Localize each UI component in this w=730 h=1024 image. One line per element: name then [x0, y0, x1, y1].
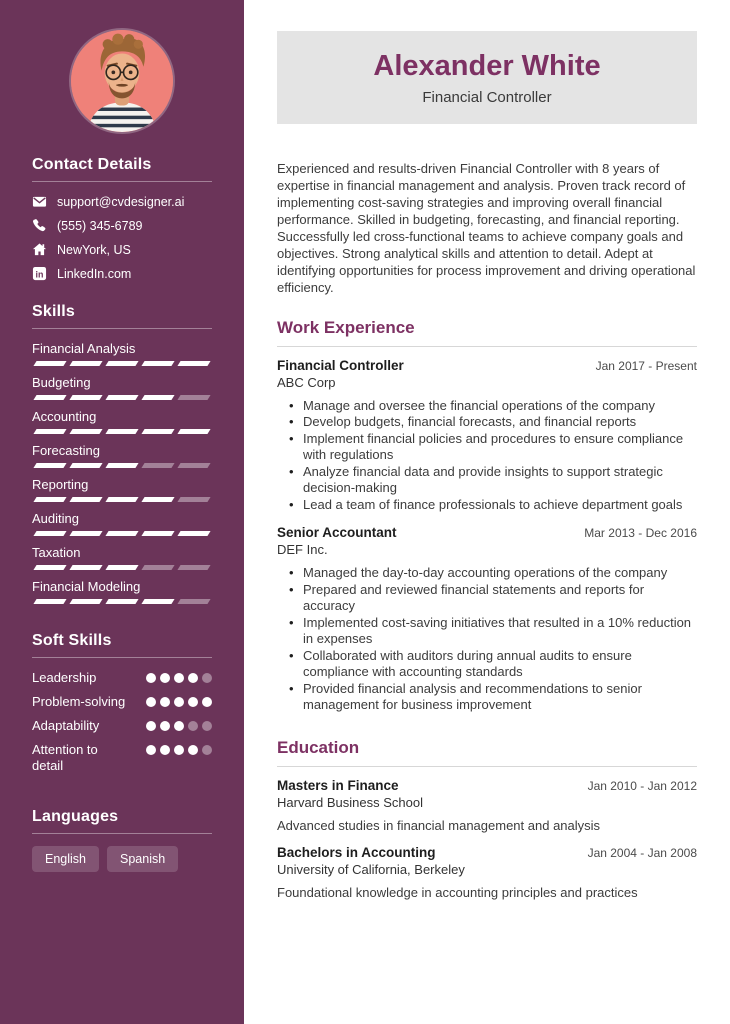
education-description: Foundational knowledge in accounting principles and practices	[277, 884, 638, 900]
soft-skill-item	[32, 718, 212, 734]
skill-level-segment	[105, 361, 138, 366]
skill-level-segment	[33, 497, 66, 502]
rating-dot	[160, 721, 170, 731]
job-bullet: • Manage and oversee the financial operations of the company	[289, 398, 697, 415]
skills-list	[32, 341, 212, 604]
rating-dot	[160, 745, 170, 755]
rating-dot	[174, 673, 184, 683]
job-bullet: • Managed the day-to-day accounting operations of the company	[289, 565, 697, 582]
rating-dot	[174, 697, 184, 707]
skill-level-segment	[177, 565, 210, 570]
skill-level-bar	[32, 531, 212, 536]
skill-level-segment	[177, 361, 210, 366]
name-header	[277, 31, 697, 124]
skill-level-bar	[32, 429, 212, 434]
rating-dot	[188, 721, 198, 731]
education-entry	[277, 845, 697, 900]
skill-level-segment	[69, 497, 102, 502]
work-experience-title: Work Experience	[277, 317, 415, 337]
job-entry-head	[277, 358, 697, 373]
skill-level-segment	[69, 429, 102, 434]
soft-skill-name: Attention to detail	[32, 742, 98, 773]
skill-level-segment	[69, 395, 102, 400]
contact-list	[32, 194, 212, 281]
candidate-name: Alexander White	[373, 50, 601, 82]
work-experience-section	[277, 318, 697, 714]
skill-item	[32, 341, 212, 366]
skill-level-segment	[33, 599, 66, 604]
skill-item	[32, 409, 212, 434]
rating-dot	[202, 745, 212, 755]
skill-level-segment	[141, 395, 174, 400]
soft-skills-title: Soft Skills	[32, 632, 112, 649]
skill-level-segment	[69, 463, 102, 468]
rating-dot	[188, 745, 198, 755]
education-title: Education	[277, 737, 360, 757]
contact-item	[32, 266, 212, 281]
skills-section	[32, 303, 212, 604]
job-entry	[277, 358, 697, 514]
rating-dot	[174, 745, 184, 755]
skill-level-segment	[141, 463, 174, 468]
phone-icon	[32, 218, 47, 233]
job-title: Financial Controller	[277, 357, 404, 373]
soft-skills-section	[32, 632, 212, 774]
soft-skill-item	[32, 742, 212, 774]
skill-level-segment	[141, 565, 174, 570]
skill-item	[32, 477, 212, 502]
skill-level-segment	[69, 361, 102, 366]
job-entry	[277, 525, 697, 714]
education-dates: Jan 2010 - Jan 2012	[587, 778, 697, 793]
education-section	[277, 738, 697, 900]
skill-level-segment	[177, 497, 210, 502]
rating-dot	[146, 745, 156, 755]
contact-title: Contact Details	[32, 156, 152, 173]
soft-skill-rating	[146, 721, 212, 731]
divider	[277, 346, 697, 347]
skill-item	[32, 545, 212, 570]
skill-name: Reporting	[32, 477, 89, 492]
job-dates: Mar 2013 - Dec 2016	[584, 526, 697, 541]
skill-level-segment	[105, 497, 138, 502]
home-icon	[32, 242, 47, 257]
rating-dot	[160, 673, 170, 683]
skill-level-segment	[105, 565, 138, 570]
main-content	[244, 0, 730, 1024]
candidate-role: Financial Controller	[422, 88, 552, 106]
job-title: Senior Accountant	[277, 525, 397, 541]
job-bullet: • Collaborated with auditors during annual audits to ensure compliance with accounting standards	[289, 648, 697, 681]
education-list	[277, 778, 697, 900]
skill-item	[32, 579, 212, 604]
skill-name: Accounting	[32, 409, 97, 424]
skill-level-segment	[33, 565, 66, 570]
skill-level-segment	[105, 429, 138, 434]
job-company: DEF Inc.	[277, 542, 328, 558]
skill-level-bar	[32, 463, 212, 468]
avatar-wrap	[32, 30, 212, 132]
rating-dot	[146, 721, 156, 731]
soft-skill-rating	[146, 673, 212, 683]
skill-level-segment	[33, 463, 66, 468]
languages-section	[32, 808, 212, 872]
skill-level-segment	[141, 497, 174, 502]
linkedin-icon	[32, 266, 47, 281]
soft-skill-rating	[146, 697, 212, 707]
skill-level-bar	[32, 565, 212, 570]
soft-skill-rating	[146, 745, 212, 755]
divider	[32, 657, 212, 658]
soft-skill-name: Adaptability	[32, 718, 100, 733]
languages-list	[32, 846, 212, 872]
skill-level-segment	[105, 599, 138, 604]
contact-item	[32, 194, 212, 209]
skills-title: Skills	[32, 303, 76, 320]
job-bullet: • Lead a team of finance professionals to achieve department goals	[289, 497, 697, 514]
skill-level-bar	[32, 497, 212, 502]
skill-level-segment	[33, 531, 66, 536]
skill-item	[32, 443, 212, 468]
degree-title: Bachelors in Accounting	[277, 844, 436, 860]
skill-level-segment	[33, 395, 66, 400]
job-bullets	[289, 398, 697, 514]
languages-title: Languages	[32, 808, 119, 825]
rating-dot	[202, 721, 212, 731]
contact-text: LinkedIn.com	[57, 266, 132, 281]
rating-dot	[202, 673, 212, 683]
education-entry-head	[277, 845, 697, 860]
job-bullet: • Provided financial analysis and recommendations to senior management for business improvement	[289, 681, 697, 714]
skill-level-segment	[105, 531, 138, 536]
skill-level-segment	[177, 429, 210, 434]
skill-level-bar	[32, 395, 212, 400]
job-dates: Jan 2017 - Present	[595, 358, 697, 373]
job-entry-head	[277, 525, 697, 540]
skill-level-segment	[105, 463, 138, 468]
skill-name: Forecasting	[32, 443, 100, 458]
rating-dot	[160, 697, 170, 707]
skill-level-segment	[33, 361, 66, 366]
skill-level-segment	[69, 565, 102, 570]
skill-level-segment	[141, 429, 174, 434]
education-entry-head	[277, 778, 697, 793]
skill-level-bar	[32, 599, 212, 604]
skill-level-segment	[141, 531, 174, 536]
contact-text: NewYork, US	[57, 242, 131, 257]
rating-dot	[174, 721, 184, 731]
rating-dot	[202, 697, 212, 707]
rating-dot	[188, 697, 198, 707]
jobs-list	[277, 358, 697, 714]
contact-item	[32, 218, 212, 233]
contact-text: (555) 345-6789	[57, 218, 143, 233]
divider	[277, 766, 697, 767]
skill-name: Auditing	[32, 511, 79, 526]
job-company: ABC Corp	[277, 374, 336, 390]
language-pill: Spanish	[107, 846, 178, 872]
rating-dot	[146, 697, 156, 707]
skill-level-segment	[141, 361, 174, 366]
skill-item	[32, 375, 212, 400]
email-icon	[32, 194, 47, 209]
divider	[32, 833, 212, 834]
job-bullet: • Develop budgets, financial forecasts, and financial reports	[289, 414, 697, 431]
skill-item	[32, 511, 212, 536]
soft-skill-name: Problem-solving	[32, 694, 126, 709]
skill-level-segment	[105, 395, 138, 400]
contact-section	[32, 156, 212, 281]
rating-dot	[188, 673, 198, 683]
contact-item	[32, 242, 212, 257]
education-entry	[277, 778, 697, 833]
skill-level-segment	[69, 599, 102, 604]
skill-name: Financial Modeling	[32, 579, 141, 594]
soft-skill-item	[32, 694, 212, 710]
rating-dot	[146, 673, 156, 683]
job-bullet: • Analyze financial data and provide insights to support strategic decision-making	[289, 464, 697, 497]
job-bullets	[289, 565, 697, 714]
divider	[32, 181, 212, 182]
soft-skills-list	[32, 670, 212, 774]
language-pill: English	[32, 846, 99, 872]
job-bullet: • Implemented cost-saving initiatives that resulted in a 10% reduction in expenses	[289, 615, 697, 648]
degree-title: Masters in Finance	[277, 777, 399, 793]
skill-level-segment	[177, 599, 210, 604]
skill-level-segment	[141, 599, 174, 604]
divider	[32, 328, 212, 329]
skill-level-segment	[177, 395, 210, 400]
school-name: Harvard Business School	[277, 794, 423, 810]
job-bullet: • Prepared and reviewed financial statements and reports for accuracy	[289, 582, 697, 615]
avatar	[71, 30, 173, 132]
skill-level-segment	[177, 463, 210, 468]
summary-paragraph: Experienced and results-driven Financial Controller with 8 years of expertise in financial management and analysis. Proven track record of implementing cost-saving strategies and improving overall financial performance. Skilled in budgeting, forecasting, and financial reporting. Successfully led cross-functional teams to achieve company goals and objectives. Strong analytical skills and attention to detail. Adept at identifying opportunities for process improvement and driving operational efficiency.	[277, 160, 696, 295]
skill-name: Taxation	[32, 545, 81, 560]
contact-text: support@cvdesigner.ai	[57, 194, 185, 209]
skill-level-segment	[33, 429, 66, 434]
skill-level-segment	[69, 531, 102, 536]
svg-text:in: in	[35, 269, 44, 280]
education-dates: Jan 2004 - Jan 2008	[587, 845, 697, 860]
school-name: University of California, Berkeley	[277, 861, 465, 877]
skill-name: Financial Analysis	[32, 341, 136, 356]
job-bullet: • Implement financial policies and procedures to ensure compliance with regulations	[289, 431, 697, 464]
soft-skill-item	[32, 670, 212, 686]
education-description: Advanced studies in financial management and analysis	[277, 817, 601, 833]
profile-photo-illustration	[71, 30, 173, 132]
sidebar	[0, 0, 244, 1024]
skill-level-bar	[32, 361, 212, 366]
skill-name: Budgeting	[32, 375, 91, 390]
skill-level-segment	[177, 531, 210, 536]
soft-skill-name: Leadership	[32, 670, 97, 685]
